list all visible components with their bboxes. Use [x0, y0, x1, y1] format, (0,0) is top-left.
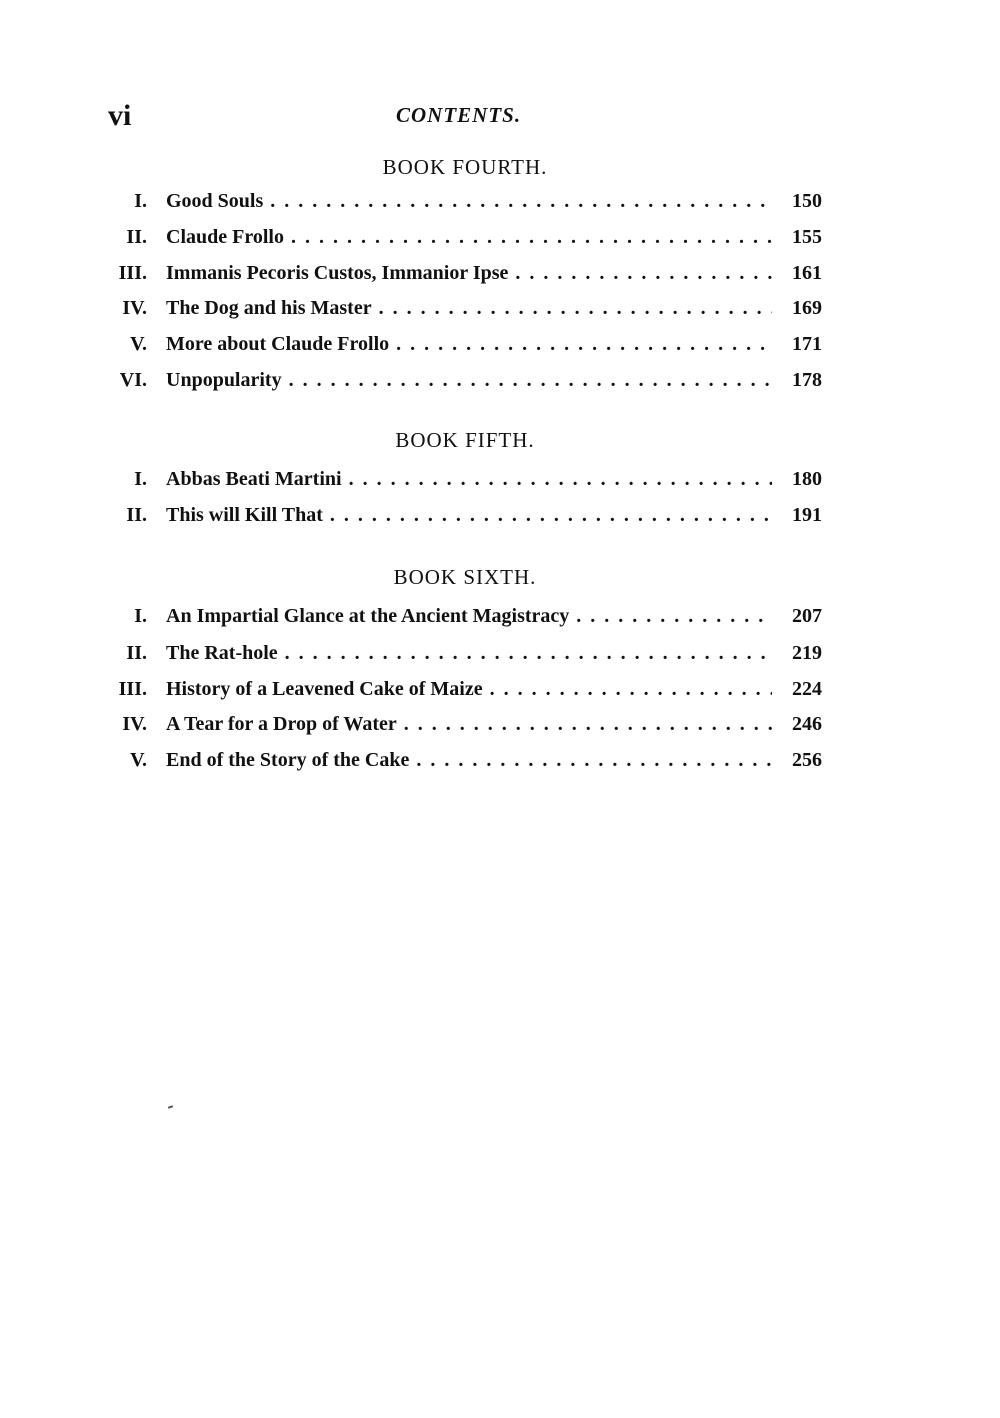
chapter-page: 161	[792, 262, 822, 284]
chapter-numeral: V.	[130, 333, 147, 355]
chapter-numeral: II.	[126, 504, 147, 526]
chapter-page: 224	[792, 678, 822, 700]
chapter-title: History of a Leavened Cake of Maize . .	[166, 672, 772, 706]
book-fourth-title: BOOK FOURTH.	[382, 155, 548, 179]
chapter-page: 171	[792, 333, 822, 355]
chapter-title: Claude Frollo . .	[166, 220, 772, 254]
toc-entry[interactable]	[100, 291, 822, 325]
chapter-title: Immanis Pecoris Custos, Immanior Ipse . .	[166, 256, 772, 290]
chapter-title: Good Souls . .	[166, 184, 772, 218]
toc-entry[interactable]	[100, 184, 822, 218]
chapter-page: 207	[792, 605, 822, 627]
toc-entry[interactable]	[100, 707, 822, 741]
chapter-page: 256	[792, 749, 822, 771]
chapter-page: 246	[792, 713, 822, 735]
stray-ink-mark	[168, 1105, 173, 1109]
chapter-page: 150	[792, 190, 822, 212]
chapter-page: 180	[792, 468, 822, 490]
chapter-page: 191	[792, 504, 822, 526]
chapter-numeral: IV.	[122, 297, 147, 319]
chapter-numeral: VI.	[119, 369, 147, 391]
chapter-numeral: I.	[134, 190, 147, 212]
chapter-page: 169	[792, 297, 822, 319]
chapter-numeral: V.	[130, 749, 147, 771]
chapter-numeral: IV.	[122, 713, 147, 735]
toc-entry[interactable]	[100, 327, 822, 361]
toc-entry[interactable]	[100, 498, 822, 532]
chapter-numeral: II.	[126, 226, 147, 248]
toc-entry[interactable]	[100, 363, 822, 397]
toc-entry[interactable]	[100, 672, 822, 706]
chapter-page: 219	[792, 642, 822, 664]
chapter-numeral: II.	[126, 642, 147, 664]
toc-entry[interactable]	[100, 599, 822, 633]
toc-entry[interactable]	[100, 636, 822, 670]
chapter-title: This will Kill That . .	[166, 498, 772, 532]
chapter-title: End of the Story of the Cake . .	[166, 743, 772, 777]
chapter-numeral: I.	[134, 605, 147, 627]
chapter-title: Unpopularity . .	[166, 363, 772, 397]
chapter-title: An Impartial Glance at the Ancient Magistracy . .	[166, 599, 772, 633]
chapter-page: 178	[792, 369, 822, 391]
toc-entry[interactable]	[100, 256, 822, 290]
chapter-title: The Rat-hole . .	[166, 636, 772, 670]
page-number: vi	[108, 99, 132, 132]
chapter-title: Abbas Beati Martini . .	[166, 462, 772, 496]
chapter-numeral: III.	[118, 262, 147, 284]
chapter-numeral: I.	[134, 468, 147, 490]
chapter-page: 155	[792, 226, 822, 248]
chapter-numeral: III.	[118, 678, 147, 700]
book-sixth-title: BOOK SIXTH.	[393, 565, 537, 589]
book-fifth-title: BOOK FIFTH.	[395, 428, 535, 452]
chapter-title: The Dog and his Master . .	[166, 291, 772, 325]
toc-entry[interactable]	[100, 743, 822, 777]
page-heading: CONTENTS.	[396, 103, 522, 127]
toc-entry[interactable]	[100, 220, 822, 254]
toc-entry[interactable]	[100, 462, 822, 496]
chapter-title: A Tear for a Drop of Water . .	[166, 707, 772, 741]
chapter-title: More about Claude Frollo . .	[166, 327, 772, 361]
